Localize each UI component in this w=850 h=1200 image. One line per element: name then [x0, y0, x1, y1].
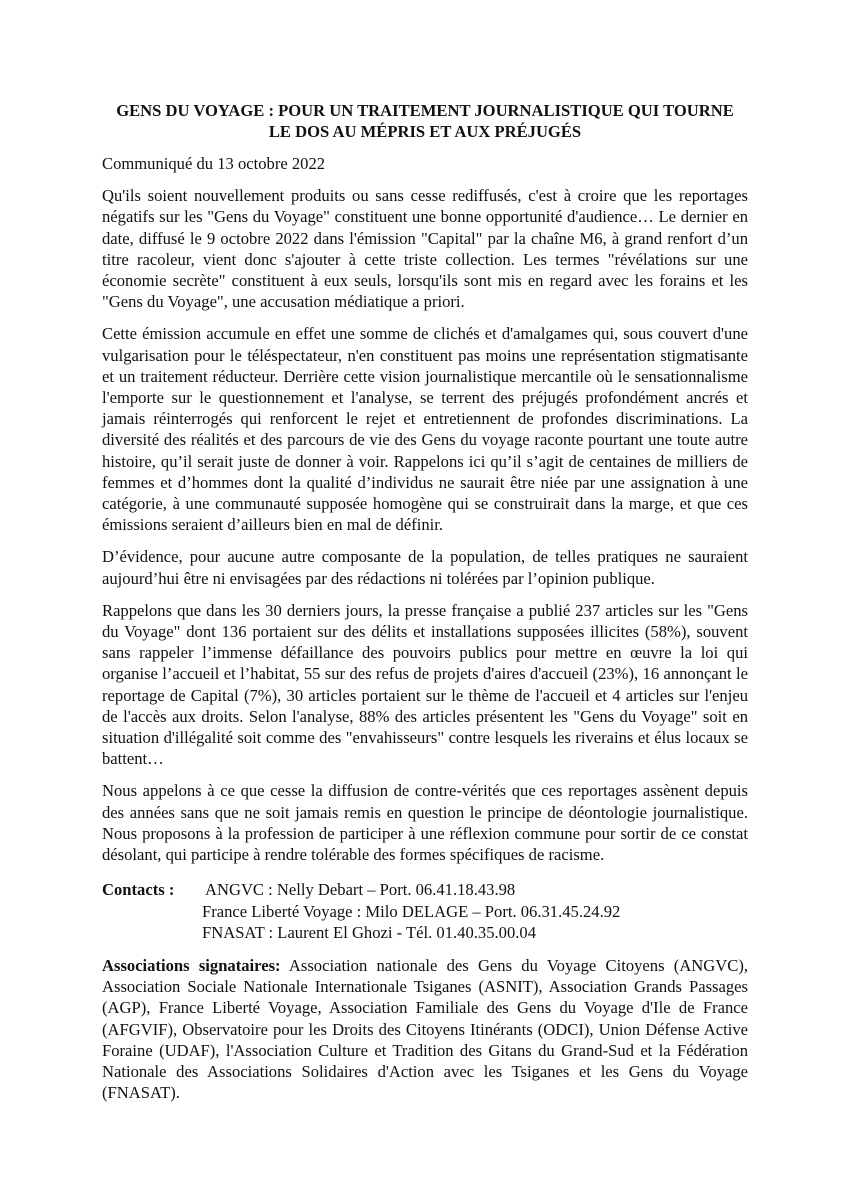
page-title: [102, 100, 748, 142]
paragraph-cliches: Cette émission accumule en effet une somme de clichés et d'amalgames qui, sous couvert d'une vulgarisation pour le téléspectateur, n'en constituent pas moins une représentation stigmatisante et un traitement réducteur. Derrière cette vision journalistique mercantile où le sensationnalisme l'emporte sur le questionnement et l'analyse, se terrent des préjugés profondément ancrés et jamais réinterrogés qui renforcent le rejet et entretiennent de profondes discriminations. La diversité des réalités et des parcours de vie des Gens du voyage raconte pourtant une toute autre histoire, qu’il serait juste de donner à voir. Rappelons ici qu’il s’agit de centaines de milliers de femmes et d’hommes dont la qualité d’individus ne saurait être niée par une assignation à une catégorie, à une communauté supposée homogène qui se construirait dans la marge, et que ces émissions seraient d’ailleurs bien en mal de définir.: [102, 324, 748, 535]
contacts-list: [202, 879, 748, 943]
communique-date: Communiqué du 13 octobre 2022: [102, 154, 326, 173]
contacts-label: Contacts :: [102, 880, 175, 900]
title-line-2: LE DOS AU MÉPRIS ET AUX PRÉJUGÉS: [268, 122, 582, 141]
paragraph-evidence: D’évidence, pour aucune autre composante de la population, de telles pratiques ne sauraient aujourd’hui être ni envisagées par des rédactions ni tolérées par l’opinion publique.: [102, 547, 748, 588]
contact-france-liberte-voyage: France Liberté Voyage : Milo DELAGE – Port. 06.31.45.24.92: [202, 901, 621, 921]
title-line-1: GENS DU VOYAGE : POUR UN TRAITEMENT JOURNALISTIQUE QUI TOURNE: [116, 101, 734, 120]
associations-list: Association nationale des Gens du Voyage Citoyens (ANGVC), Association Sociale Nationale Internationale Tsiganes (ASNIT), Association Grands Passages (AGP), France Liberté Voyage, Association Familiale des Gens du Voyage d'Ile de France (AFGVIF), Observatoire pour les Droits des Citoyens Itinérants (ODCI), Union Défense Active Foraine (UDAF), l'Association Culture et Tradition des Gitans du Grand-Sud et la Fédération Nationale des Associations Solidaires d'Action avec les Tsiganes et les Gens du Voyage (FNASAT).: [102, 955, 748, 1103]
document-content: [102, 100, 748, 1103]
contact-fnasat: FNASAT : Laurent El Ghozi - Tél. 01.40.35.00.04: [202, 922, 536, 942]
paragraph-appeal: Nous appelons à ce que cesse la diffusion de contre-vérités que ces reportages assènent depuis des années sans que ne soit jamais remis en question le principe de déontologie journalistique. Nous proposons à la profession de participer à une réflexion commune pour sortir de ce constat désolant, qui participe à rendre tolérable des formes spécifiques de racisme.: [102, 781, 748, 865]
paragraph-statistics: Rappelons que dans les 30 derniers jours, la presse française a publié 237 articles sur les "Gens du Voyage" dont 136 portaient sur des délits et installations supposées illicites (58%), souvent sans rappeler l’immense défaillance des pouvoirs publics pour mettre en œuvre la loi qui organise l’accueil et l’habitat, 55 sur des refus de projets d'aires d'accueil (23%), 16 annonçant le reportage de Capital (7%), 30 articles portaient sur le thème de l'accueil et 4 articles sur l'enjeu de l'accès aux droits. Selon l'analyse, 88% des articles présentent les "Gens du Voyage" soit en situation d'illégalité soit comme des "envahisseurs" contre lesquels les riverains et élus locaux se battent…: [102, 600, 748, 769]
paragraph-intro: Qu'ils soient nouvellement produits ou sans cesse rediffusés, c'est à croire que les reportages négatifs sur les "Gens du Voyage" constituent une bonne opportunité d'audience… Le dernier en date, diffusé le 9 octobre 2022 dans l'émission "Capital" par la chaîne M6, à grand renfort d’un titre racoleur, vient donc s'ajouter à cette triste collection. Les termes "révélations sur une économie secrète" constituent à eux seuls, lorsqu'ils sont mis en regard avec les forains et les "Gens du Voyage", une accusation médiatique a priori.: [102, 186, 748, 312]
contacts-block: [102, 879, 748, 943]
contact-angvc: ANGVC : Nelly Debart – Port. 06.41.18.43.98: [205, 880, 516, 900]
associations-label: Associations signataires:: [102, 955, 281, 975]
associations-signataires: [102, 955, 748, 1103]
